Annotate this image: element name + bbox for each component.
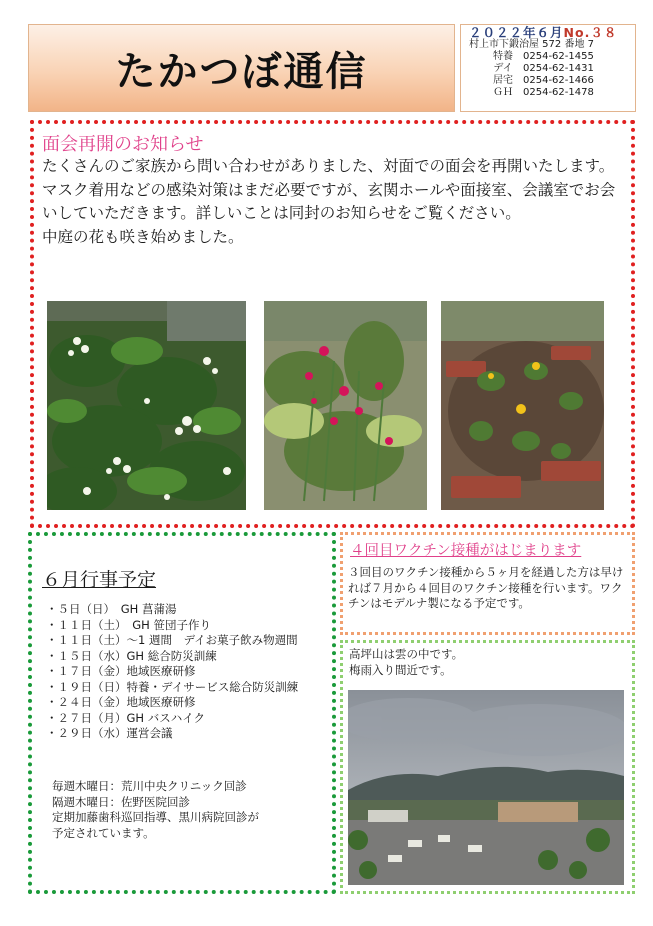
title-banner	[28, 24, 455, 112]
vaccine-heading: ４回目ワクチン接種がはじまります	[350, 543, 582, 559]
contact-phone: 0254-62-1466	[523, 75, 594, 86]
list-item: ・ １５日（水）GH 総合防災訓練	[46, 649, 298, 665]
address: 村上市下鍛治屋 572 番地 7	[469, 39, 594, 50]
garden-bed-photo	[441, 301, 604, 510]
issue-number: No.３８	[563, 25, 618, 40]
contact-row	[469, 87, 629, 99]
red-flowers-photo	[264, 301, 427, 510]
weather-line: 梅雨入り間近です。	[349, 662, 452, 677]
list-item: ・ １９日（日）特養・デイサービス総合防災訓練	[46, 680, 298, 696]
list-item: ・ １１日（土）～1 週間 デイお菓子飲み物週間	[46, 633, 298, 649]
contact-label: 居宅	[493, 75, 513, 86]
contact-row	[469, 75, 629, 87]
issue-line	[469, 27, 629, 39]
note-line: 隔週木曜日：佐野医院回診	[52, 794, 190, 809]
note-line: 定期加藤歯科巡回指導、黒川病院回診が	[52, 810, 259, 824]
contact-phone: 0254-62-1431	[523, 63, 594, 74]
events-heading: ６月行事予定	[42, 569, 157, 591]
contact-label: ＧＨ	[493, 87, 513, 98]
contact-label: 特養	[493, 51, 513, 62]
news-paragraph: マスク着用などの感染対策はまだ必要ですが、玄関ホールや面接室、会議室でお会いしていただきます。詳しいことは同封のお知らせをご覧ください。	[42, 180, 616, 222]
list-item: ・ １７日（金）地域医療研修	[46, 664, 298, 680]
contact-row	[469, 51, 629, 63]
news-paragraph: 中庭の花も咲き始めました。	[42, 227, 244, 246]
clinic-notes	[52, 779, 259, 841]
news-paragraph: たくさんのご家族から問い合わせがありました、対面での面会を再開いたします。	[42, 157, 615, 175]
issue-info-box	[460, 24, 636, 112]
list-item: ・ ５日（日） GH 菖蒲湯	[46, 602, 298, 618]
contact-label: デイ	[493, 63, 513, 74]
hydrangea-photo	[47, 301, 246, 510]
weather-line: 高坪山は雲の中です。	[349, 647, 464, 661]
list-item: ・ ２４日（金）地域医療研修	[46, 695, 298, 711]
news-heading: 面会再開のお知らせ	[42, 134, 204, 155]
news-body	[42, 155, 627, 249]
contact-phone: 0254-62-1455	[523, 51, 594, 62]
note-line: 予定されています。	[52, 825, 155, 840]
list-item: ・ １１日（土） GH 笹団子作り	[46, 618, 298, 634]
events-list	[46, 602, 298, 742]
newsletter-title: たかつぼ通信	[115, 48, 368, 95]
issue-date: ２０２２年６月	[469, 25, 564, 40]
list-item: ・ ２９日（水）運営会議	[46, 726, 298, 742]
list-item: ・ ２７日（月）GH バスハイク	[46, 711, 298, 727]
mountain-view-photo	[348, 690, 624, 885]
weather-text	[349, 647, 463, 678]
note-line: 毎週木曜日：荒川中央クリニック回診	[52, 779, 247, 793]
contact-row	[469, 63, 629, 75]
contact-phone: 0254-62-1478	[523, 87, 594, 98]
vaccine-body: ３回目のワクチン接種から５ヶ月を経過した方は早ければ７月から４回目のワクチン接種を行います。ワクチンはモデルナ製になる予定です。	[348, 565, 624, 610]
